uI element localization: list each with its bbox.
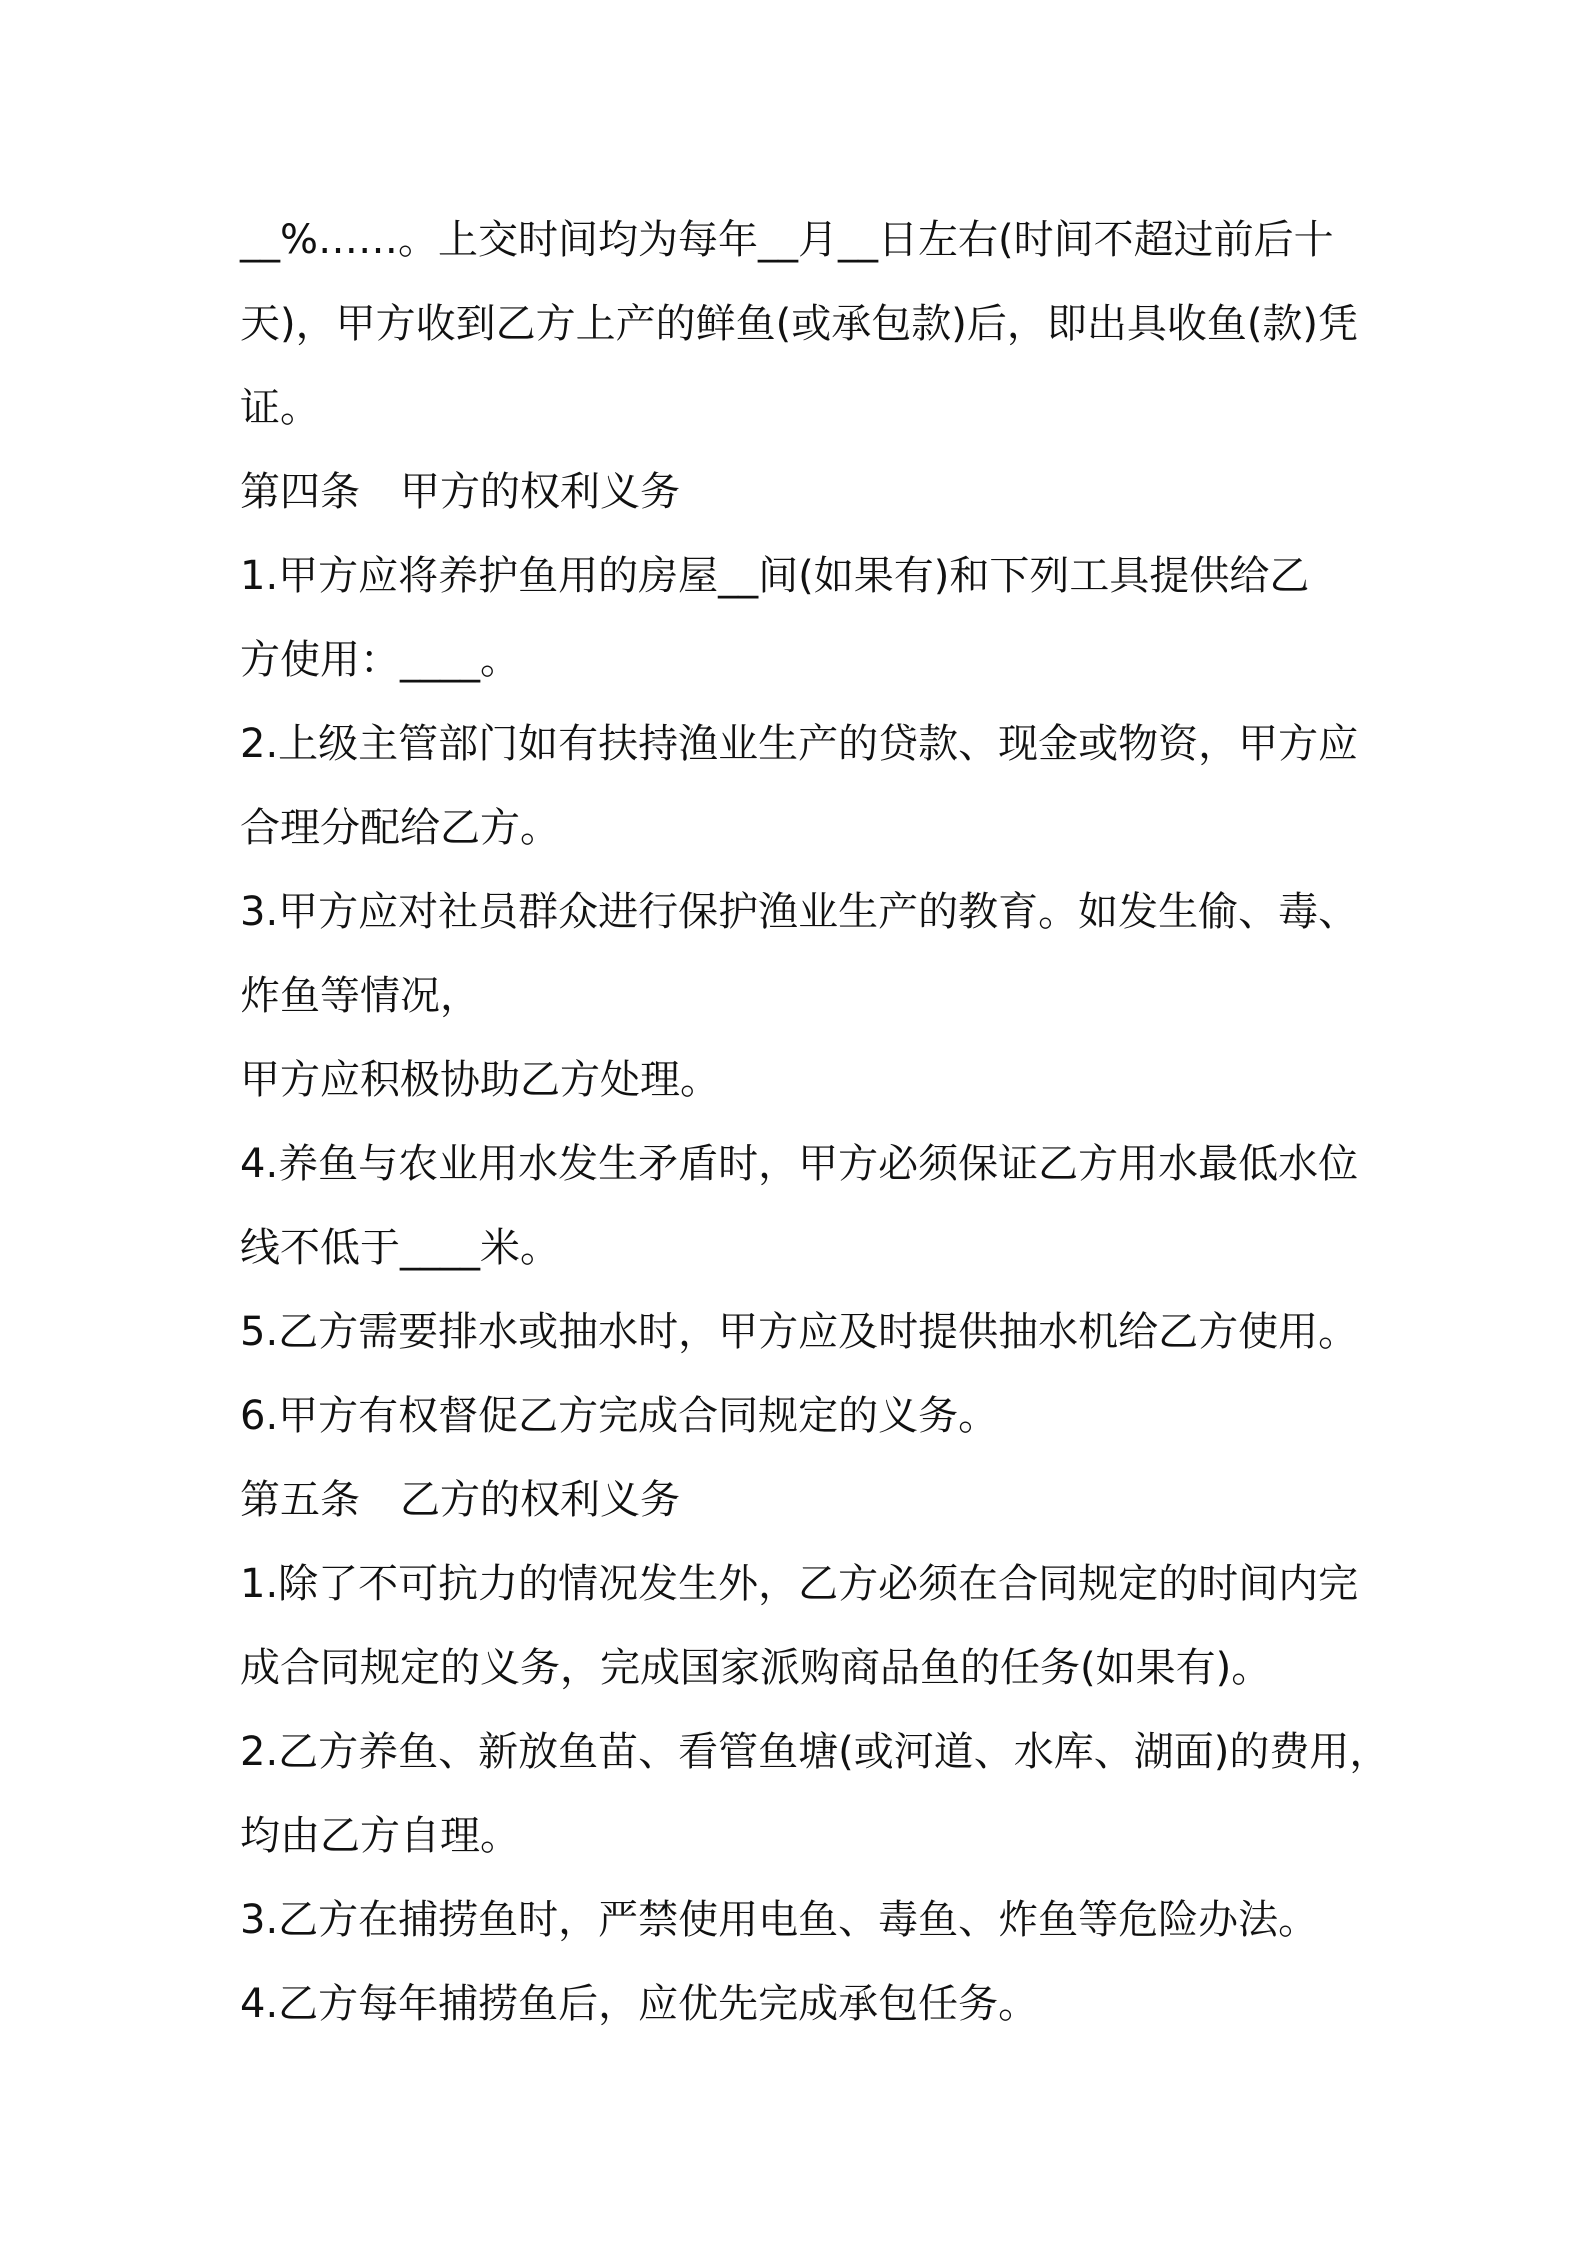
text-line: 合理分配给乙方。 bbox=[240, 805, 560, 851]
text-line: 2.上级主管部门如有扶持渔业生产的贷款、现金或物资，甲方应 bbox=[240, 721, 1359, 767]
text-line: 证。 bbox=[240, 385, 320, 431]
document-body bbox=[240, 198, 1390, 2046]
text-line: 5.乙方需要排水或抽水时，甲方应及时提供抽水机给乙方使用。 bbox=[240, 1309, 1359, 1355]
text-line: 3.甲方应对社员群众进行保护渔业生产的教育。如发生偷、毒、 bbox=[240, 889, 1359, 935]
text-line: 1.除了不可抗力的情况发生外，乙方必须在合同规定的时间内完 bbox=[240, 1561, 1359, 1607]
text-line: 2.乙方养鱼、新放鱼苗、看管鱼塘(或河道、水库、湖面)的费用， bbox=[240, 1729, 1390, 1775]
text-line: 1.甲方应将养护鱼用的房屋__间(如果有)和下列工具提供给乙 bbox=[240, 553, 1310, 599]
text-line: 3.乙方在捕捞鱼时，严禁使用电鱼、毒鱼、炸鱼等危险办法。 bbox=[240, 1897, 1319, 1943]
text-line: 甲方应积极协助乙方处理。 bbox=[240, 1057, 720, 1103]
text-line: 天)，甲方收到乙方上产的鲜鱼(或承包款)后，即出具收鱼(款)凭 bbox=[240, 301, 1359, 347]
text-line: 均由乙方自理。 bbox=[240, 1813, 520, 1859]
text-line: 6.甲方有权督促乙方完成合同规定的义务。 bbox=[240, 1393, 999, 1439]
text-line: 成合同规定的义务，完成国家派购商品鱼的任务(如果有)。 bbox=[240, 1645, 1272, 1691]
text-line: 炸鱼等情况， bbox=[240, 973, 480, 1019]
text-line: 线不低于____米。 bbox=[240, 1225, 560, 1271]
section-heading-article-4: 第四条 甲方的权利义务 bbox=[240, 469, 680, 515]
section-heading-article-5: 第五条 乙方的权利义务 bbox=[240, 1477, 680, 1523]
text-line: 4.乙方每年捕捞鱼后，应优先完成承包任务。 bbox=[240, 1981, 1039, 2027]
text-line: 方使用：____。 bbox=[240, 637, 520, 683]
text-line: 4.养鱼与农业用水发生矛盾时，甲方必须保证乙方用水最低水位 bbox=[240, 1141, 1359, 1187]
text-line: __%……。上交时间均为每年__月__日左右(时间不超过前后十 bbox=[240, 217, 1334, 263]
